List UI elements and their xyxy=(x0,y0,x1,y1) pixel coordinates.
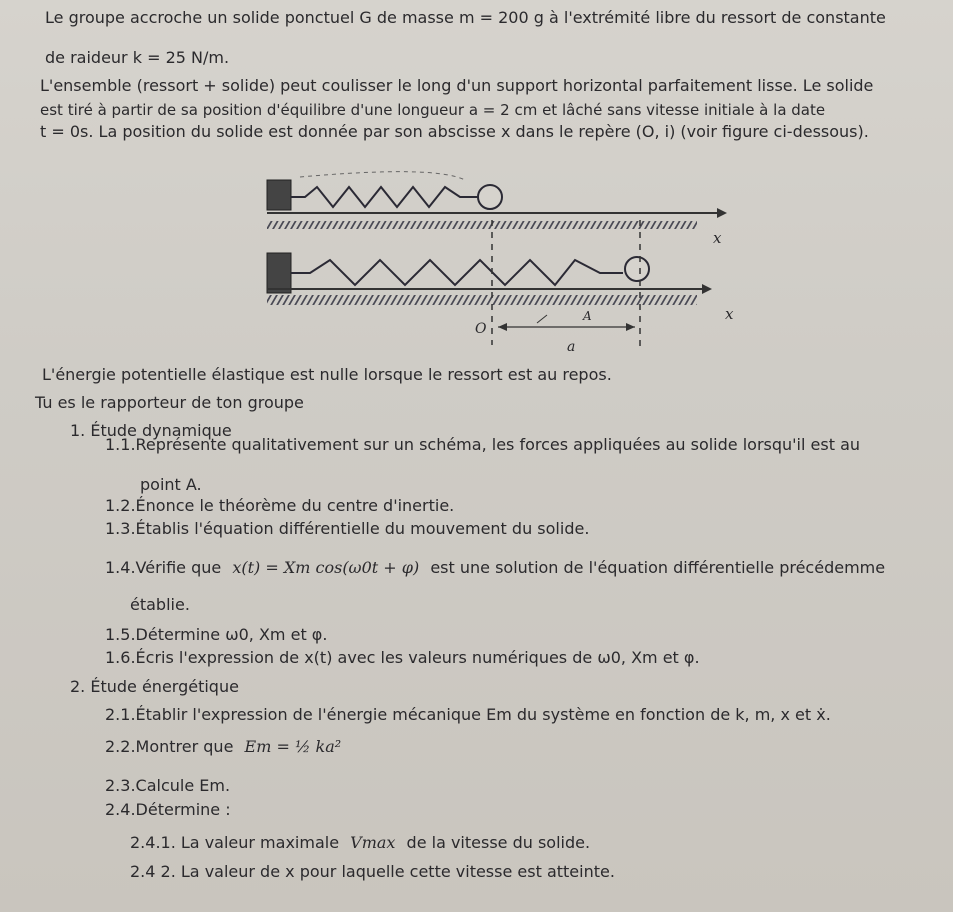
q1-3: 1.3.Établis l'équation différentielle du mouvement du solide. xyxy=(105,519,590,538)
q2-4-2: 2.4 2. La valeur de x pour laquelle cette vitesse est atteinte. xyxy=(130,862,615,881)
intro-line-2: de raideur k = 25 N/m. xyxy=(45,48,230,67)
note-line-2: Tu es le rapporteur de ton groupe xyxy=(35,393,304,412)
q2-4-1-pre: 2.4.1. La valeur maximale xyxy=(130,833,340,852)
q2-3: 2.3.Calcule Em. xyxy=(105,776,231,795)
solid-top xyxy=(478,185,502,209)
q1-4-post: est une solution de l'équation différentielle précédemme xyxy=(430,558,886,577)
q2-2-pre: 2.2.Montrer que xyxy=(105,737,234,756)
q1-4-pre: 1.4.Vérifie que xyxy=(105,558,222,577)
wall-top xyxy=(267,180,291,210)
q2-1: 2.1.Établir l'expression de l'énergie mécanique Em du système en fonction de k, m, x et ẋ. xyxy=(105,705,831,724)
q2-4-1 xyxy=(130,833,590,853)
q1-1-line-a: 1.1.Représente qualitativement sur un schéma, les forces appliquées au solide lorsqu'il est au xyxy=(105,435,861,454)
q2-2-equation: Em = ½ ka² xyxy=(244,737,342,756)
intro-line-4: est tiré à partir de sa position d'équilibre d'une longueur a = 2 cm et lâché sans vitesse initiale à la date xyxy=(40,101,826,119)
note-line-1: L'énergie potentielle élastique est nulle lorsque le ressort est au repos. xyxy=(42,365,612,384)
q1-4-equation: x(t) = Xm cos(ω0t + φ) xyxy=(232,558,420,577)
section-1-title: 1. Étude dynamique xyxy=(70,421,232,440)
spring-figure xyxy=(255,165,734,365)
q1-4-line-a xyxy=(105,558,885,578)
q1-4-line-b: établie. xyxy=(130,595,190,614)
section-2-title: 2. Étude énergétique xyxy=(70,677,239,696)
intro-line-3: L'ensemble (ressort + solide) peut coulisser le long d'un support horizontal parfaitement lisse. Le solide xyxy=(40,76,874,95)
q1-6: 1.6.Écris l'expression de x(t) avec les valeurs numériques de ω0, Xm et φ. xyxy=(105,648,700,667)
solid-bottom xyxy=(625,257,649,281)
length-label: a xyxy=(567,339,576,355)
q2-4-1-var: Vmax xyxy=(350,833,396,852)
q2-2 xyxy=(105,737,341,757)
origin-label: O xyxy=(475,321,487,337)
spring-top xyxy=(291,187,478,207)
q2-4-1-post: de la vitesse du solide. xyxy=(406,833,591,852)
intro-line-5: t = 0s. La position du solide est donnée par son abscisse x dans le repère (O, i) (voir figure ci-dessous). xyxy=(40,122,869,141)
spring-bottom xyxy=(291,260,623,285)
axis-label-bottom: x xyxy=(725,305,734,323)
q1-1-line-b: point A. xyxy=(140,475,202,494)
point-label: A xyxy=(583,309,592,323)
q1-5: 1.5.Détermine ω0, Xm et φ. xyxy=(105,625,328,644)
axis-label-top: x xyxy=(713,229,722,247)
q2-4: 2.4.Détermine : xyxy=(105,800,231,819)
wall-bottom xyxy=(267,253,291,293)
q1-2: 1.2.Énonce le théorème du centre d'inertie. xyxy=(105,496,455,515)
intro-line-1: Le groupe accroche un solide ponctuel G de masse m = 200 g à l'extrémité libre du ressort de constante xyxy=(45,8,886,27)
